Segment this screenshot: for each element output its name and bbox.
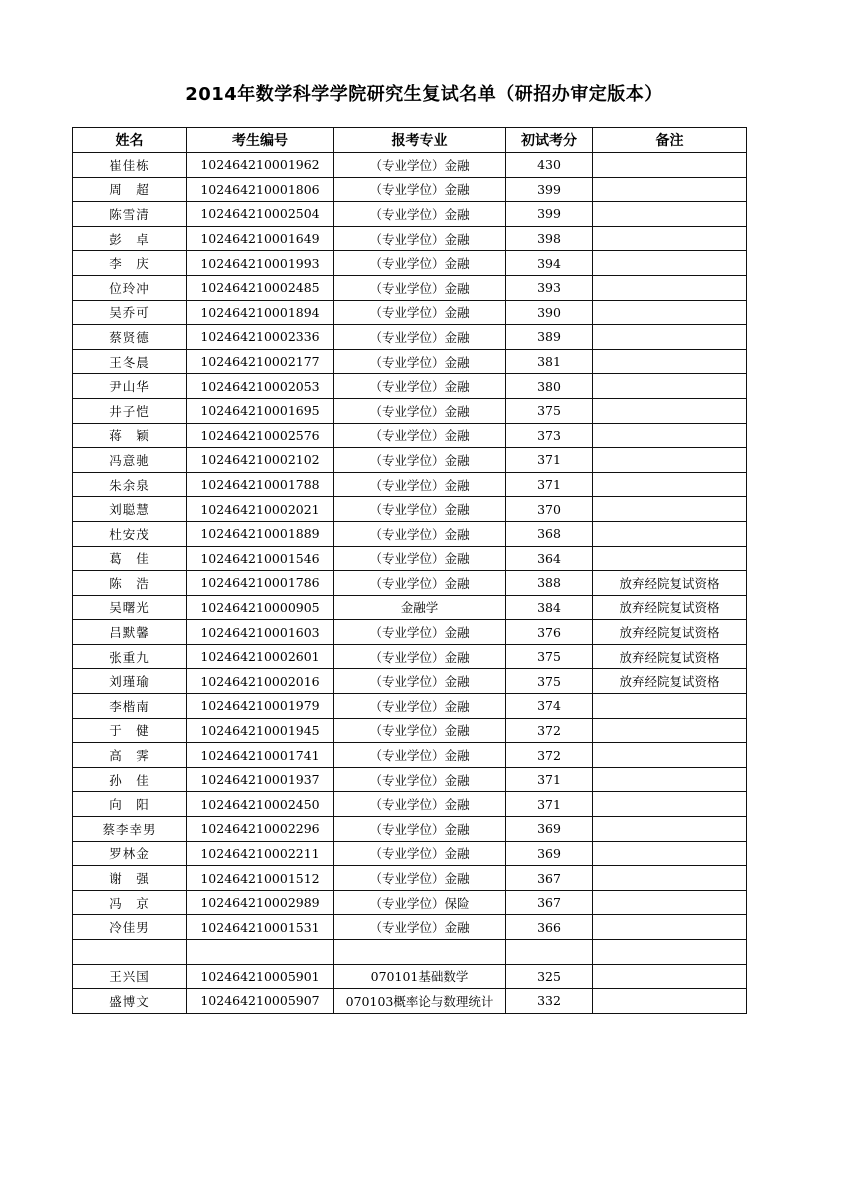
cell-major: （专业学位）金融: [334, 325, 506, 350]
table-row: [73, 866, 747, 891]
cell-name: 向 阳: [73, 792, 187, 817]
cell-candidate-id: 102464210001531: [187, 915, 334, 940]
table-row: [73, 374, 747, 399]
cell-score: 371: [506, 448, 593, 473]
table-row: [73, 767, 747, 792]
cell-score: 430: [506, 153, 593, 178]
cell-note: [593, 890, 747, 915]
table-row: [73, 718, 747, 743]
cell-major: （专业学位）金融: [334, 177, 506, 202]
cell-name: 蔡李幸男: [73, 817, 187, 842]
cell-note: [593, 546, 747, 571]
document-title: 2014年数学科学学院研究生复试名单（研招办审定版本）: [185, 84, 663, 105]
table-row: [73, 694, 747, 719]
cell-major: （专业学位）金融: [334, 153, 506, 178]
cell-note: [593, 472, 747, 497]
table-row: [73, 743, 747, 768]
cell-score: 332: [506, 989, 593, 1014]
cell-name: 尹山华: [73, 374, 187, 399]
table-row: [73, 226, 747, 251]
cell-candidate-id: 102464210000905: [187, 595, 334, 620]
cell-note: [593, 226, 747, 251]
header-note: 备注: [593, 128, 747, 153]
cell-name: 吴乔可: [73, 300, 187, 325]
cell-name: 吴曙光: [73, 595, 187, 620]
table-row: [73, 275, 747, 300]
cell-candidate-id: 102464210002576: [187, 423, 334, 448]
cell-candidate-id: 102464210002177: [187, 349, 334, 374]
cell-name: 蔡贤德: [73, 325, 187, 350]
table-row: [73, 841, 747, 866]
cell-candidate-id: 102464210001603: [187, 620, 334, 645]
cell-candidate-id: 102464210002016: [187, 669, 334, 694]
cell-note: [593, 325, 747, 350]
cell-major: （专业学位）金融: [334, 521, 506, 546]
cell-note: [593, 521, 747, 546]
cell-note: [593, 153, 747, 178]
cell-name: 李楷南: [73, 694, 187, 719]
cell-name: 李 庆: [73, 251, 187, 276]
cell-major: （专业学位）金融: [334, 571, 506, 596]
cell-note: [593, 817, 747, 842]
cell-major: （专业学位）金融: [334, 718, 506, 743]
cell-major: （专业学位）金融: [334, 792, 506, 817]
cell-major: （专业学位）金融: [334, 202, 506, 227]
cell-note: 放弃经院复试资格: [593, 571, 747, 596]
cell-name: 冯 京: [73, 890, 187, 915]
cell-candidate-id: 102464210002211: [187, 841, 334, 866]
cell-name: 井子恺: [73, 398, 187, 423]
cell-note: [593, 964, 747, 989]
cell-major: （专业学位）金融: [334, 743, 506, 768]
cell-major: （专业学位）金融: [334, 275, 506, 300]
cell-note: [593, 275, 747, 300]
cell-name: 冷佳男: [73, 915, 187, 940]
cell-name: 位玲冲: [73, 275, 187, 300]
cell-name: 于 健: [73, 718, 187, 743]
cell-score: 375: [506, 644, 593, 669]
cell-score: 389: [506, 325, 593, 350]
cell-candidate-id: 102464210001546: [187, 546, 334, 571]
cell-candidate-id: 102464210001649: [187, 226, 334, 251]
table-row: [73, 300, 747, 325]
cell-score: 367: [506, 890, 593, 915]
table-row: [73, 177, 747, 202]
cell-candidate-id: 102464210001979: [187, 694, 334, 719]
table-row: [73, 497, 747, 522]
table-row: [73, 669, 747, 694]
table-row: [73, 423, 747, 448]
cell-major: [334, 940, 506, 965]
cell-major: （专业学位）金融: [334, 915, 506, 940]
cell-note: [593, 349, 747, 374]
table-row: [73, 448, 747, 473]
cell-candidate-id: 102464210005901: [187, 964, 334, 989]
cell-candidate-id: 102464210002450: [187, 792, 334, 817]
table-row: [73, 644, 747, 669]
cell-note: [593, 177, 747, 202]
cell-major: （专业学位）金融: [334, 472, 506, 497]
cell-candidate-id: 102464210001788: [187, 472, 334, 497]
cell-note: [593, 423, 747, 448]
cell-major: （专业学位）金融: [334, 866, 506, 891]
cell-score: 325: [506, 964, 593, 989]
cell-candidate-id: 102464210005907: [187, 989, 334, 1014]
cell-score: 388: [506, 571, 593, 596]
cell-score: 399: [506, 202, 593, 227]
table-row: [73, 915, 747, 940]
cell-note: [593, 497, 747, 522]
cell-major: （专业学位）金融: [334, 349, 506, 374]
cell-name: [73, 940, 187, 965]
cell-name: 吕默馨: [73, 620, 187, 645]
cell-note: 放弃经院复试资格: [593, 669, 747, 694]
cell-name: 孙 佳: [73, 767, 187, 792]
cell-candidate-id: 102464210002102: [187, 448, 334, 473]
cell-name: 彭 卓: [73, 226, 187, 251]
cell-score: 372: [506, 743, 593, 768]
cell-note: [593, 841, 747, 866]
cell-candidate-id: 102464210002296: [187, 817, 334, 842]
cell-note: [593, 374, 747, 399]
cell-score: 370: [506, 497, 593, 522]
cell-score: 375: [506, 669, 593, 694]
cell-name: 刘聪慧: [73, 497, 187, 522]
cell-score: 372: [506, 718, 593, 743]
cell-score: 367: [506, 866, 593, 891]
cell-score: 384: [506, 595, 593, 620]
cell-major: （专业学位）金融: [334, 448, 506, 473]
cell-note: [593, 940, 747, 965]
cell-major: （专业学位）金融: [334, 300, 506, 325]
cell-major: （专业学位）金融: [334, 497, 506, 522]
cell-score: 393: [506, 275, 593, 300]
cell-candidate-id: [187, 940, 334, 965]
retest-list-table: [72, 127, 747, 1014]
cell-candidate-id: 102464210002601: [187, 644, 334, 669]
header-name: 姓名: [73, 128, 187, 153]
cell-major: 070103概率论与数理统计: [334, 989, 506, 1014]
cell-note: 放弃经院复试资格: [593, 595, 747, 620]
header-score: 初试考分: [506, 128, 593, 153]
cell-name: 葛 佳: [73, 546, 187, 571]
table-row: [73, 251, 747, 276]
cell-name: 蒋 颖: [73, 423, 187, 448]
cell-name: 陈雪清: [73, 202, 187, 227]
cell-note: [593, 251, 747, 276]
cell-candidate-id: 102464210002021: [187, 497, 334, 522]
cell-score: 366: [506, 915, 593, 940]
cell-score: 371: [506, 767, 593, 792]
cell-candidate-id: 102464210001786: [187, 571, 334, 596]
cell-major: （专业学位）金融: [334, 398, 506, 423]
cell-candidate-id: 102464210002485: [187, 275, 334, 300]
cell-candidate-id: 102464210001937: [187, 767, 334, 792]
cell-name: 王冬晨: [73, 349, 187, 374]
table-row: [73, 964, 747, 989]
cell-note: [593, 767, 747, 792]
table-row: [73, 571, 747, 596]
cell-major: （专业学位）金融: [334, 546, 506, 571]
cell-major: （专业学位）金融: [334, 767, 506, 792]
cell-name: 张重九: [73, 644, 187, 669]
table-body: [73, 153, 747, 1014]
table-row: [73, 398, 747, 423]
cell-name: 刘瑾瑜: [73, 669, 187, 694]
cell-candidate-id: 102464210001962: [187, 153, 334, 178]
cell-name: 冯意驰: [73, 448, 187, 473]
cell-note: 放弃经院复试资格: [593, 644, 747, 669]
cell-score: 398: [506, 226, 593, 251]
cell-name: 王兴国: [73, 964, 187, 989]
table-row: [73, 472, 747, 497]
cell-candidate-id: 102464210002053: [187, 374, 334, 399]
cell-major: 金融学: [334, 595, 506, 620]
cell-note: [593, 694, 747, 719]
cell-score: 374: [506, 694, 593, 719]
table-row: [73, 202, 747, 227]
cell-score: 371: [506, 472, 593, 497]
table-row: [73, 153, 747, 178]
table-row: [73, 349, 747, 374]
cell-candidate-id: 102464210002336: [187, 325, 334, 350]
cell-note: [593, 792, 747, 817]
cell-major: （专业学位）金融: [334, 620, 506, 645]
cell-note: [593, 915, 747, 940]
cell-score: 364: [506, 546, 593, 571]
cell-major: （专业学位）金融: [334, 226, 506, 251]
cell-candidate-id: 102464210001741: [187, 743, 334, 768]
table-header-row: [73, 128, 747, 153]
cell-note: 放弃经院复试资格: [593, 620, 747, 645]
table-row: [73, 989, 747, 1014]
table-row: [73, 595, 747, 620]
table-row: [73, 940, 747, 965]
cell-score: 376: [506, 620, 593, 645]
cell-score: 369: [506, 817, 593, 842]
table-row: [73, 817, 747, 842]
cell-candidate-id: 102464210002504: [187, 202, 334, 227]
cell-major: （专业学位）金融: [334, 423, 506, 448]
cell-note: [593, 202, 747, 227]
cell-score: 369: [506, 841, 593, 866]
cell-major: （专业学位）金融: [334, 841, 506, 866]
cell-note: [593, 398, 747, 423]
cell-candidate-id: 102464210001945: [187, 718, 334, 743]
cell-name: 高 霁: [73, 743, 187, 768]
cell-major: （专业学位）金融: [334, 669, 506, 694]
cell-name: 谢 强: [73, 866, 187, 891]
cell-candidate-id: 102464210001889: [187, 521, 334, 546]
cell-name: 陈 浩: [73, 571, 187, 596]
cell-candidate-id: 102464210001806: [187, 177, 334, 202]
cell-major: （专业学位）金融: [334, 644, 506, 669]
cell-note: [593, 989, 747, 1014]
header-candidate-id: 考生编号: [187, 128, 334, 153]
cell-score: 399: [506, 177, 593, 202]
cell-name: 周 超: [73, 177, 187, 202]
cell-score: 375: [506, 398, 593, 423]
cell-note: [593, 743, 747, 768]
cell-candidate-id: 102464210001512: [187, 866, 334, 891]
table-row: [73, 890, 747, 915]
cell-major: （专业学位）金融: [334, 694, 506, 719]
cell-name: 崔佳栋: [73, 153, 187, 178]
cell-candidate-id: 102464210001993: [187, 251, 334, 276]
cell-note: [593, 448, 747, 473]
cell-score: 390: [506, 300, 593, 325]
cell-major: （专业学位）金融: [334, 251, 506, 276]
cell-score: 394: [506, 251, 593, 276]
cell-name: 罗林金: [73, 841, 187, 866]
cell-major: （专业学位）金融: [334, 374, 506, 399]
cell-note: [593, 866, 747, 891]
cell-score: 368: [506, 521, 593, 546]
cell-score: [506, 940, 593, 965]
table-row: [73, 521, 747, 546]
cell-score: 371: [506, 792, 593, 817]
table-row: [73, 792, 747, 817]
table-row: [73, 325, 747, 350]
cell-major: （专业学位）保险: [334, 890, 506, 915]
cell-major: （专业学位）金融: [334, 817, 506, 842]
cell-candidate-id: 102464210002989: [187, 890, 334, 915]
cell-name: 盛博文: [73, 989, 187, 1014]
cell-candidate-id: 102464210001894: [187, 300, 334, 325]
cell-score: 373: [506, 423, 593, 448]
table-row: [73, 546, 747, 571]
table-row: [73, 620, 747, 645]
cell-name: 朱余泉: [73, 472, 187, 497]
cell-note: [593, 300, 747, 325]
cell-name: 杜安茂: [73, 521, 187, 546]
cell-score: 381: [506, 349, 593, 374]
cell-major: 070101基础数学: [334, 964, 506, 989]
cell-note: [593, 718, 747, 743]
header-major: 报考专业: [334, 128, 506, 153]
cell-score: 380: [506, 374, 593, 399]
cell-candidate-id: 102464210001695: [187, 398, 334, 423]
